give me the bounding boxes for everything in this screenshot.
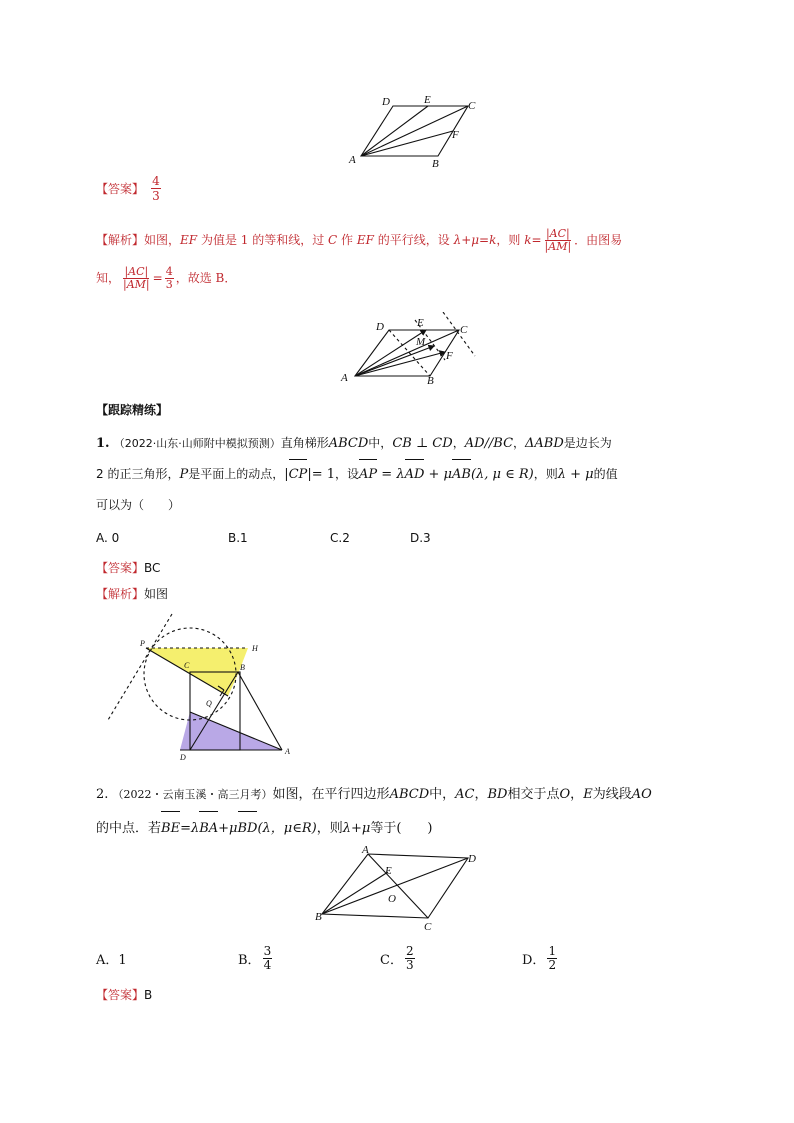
analysis-1: 【解析】如图，EF 为值是 1 的等和线，过 C 作 EF 的平行线，设 λ+μ=k，则 k= $\frac{|AC|}{|AM|}$ ．由图易 xyxy=(96,227,623,253)
option-b[interactable]: B.1 xyxy=(228,531,248,545)
label-d: D xyxy=(376,321,384,333)
label-d: D xyxy=(382,96,390,108)
answer-fraction: $\frac{4}{3}$ xyxy=(152,174,160,203)
option-d[interactable]: D.3 xyxy=(410,531,431,545)
label-a: A xyxy=(285,747,290,756)
label-c: C xyxy=(424,921,432,932)
label-o: O xyxy=(388,893,396,905)
figure-parallelogram-1 xyxy=(340,92,490,172)
label-e: E xyxy=(385,865,392,877)
label-e: E xyxy=(424,94,431,106)
label-b: B xyxy=(240,663,245,672)
label-d: D xyxy=(468,853,476,865)
label-m: M xyxy=(416,336,426,348)
figure-trapezoid xyxy=(100,608,300,768)
label-c: C xyxy=(184,661,190,670)
question-1: 1. （2022·山东·山师附中模拟预测）直角梯形ABCD中，CB ⊥ CD，AD//BC，ΔABD是边长为 2 的正三角形，P是平面上的动点，|CP|= 1，设AP = λAD + μAB(λ, μ ∈ R)，则λ + μ的值 可以为（ ） xyxy=(96,436,618,512)
answer-3: 【答案】B xyxy=(96,988,153,1002)
label-f: F xyxy=(446,350,453,362)
analysis-1-line-2: 知， $\frac{|AC|}{|AM|}$ = $\frac{4}{3}$ ，故选 B． xyxy=(96,265,237,291)
label-p: P xyxy=(140,639,145,648)
q2-option-b[interactable]: B． $\frac{3}{4}$ xyxy=(238,943,272,972)
ratio-fraction: $\frac{|AC|}{|AM|}$ xyxy=(544,227,572,253)
practice-heading: 【跟踪精练】 xyxy=(96,403,169,417)
answer-tag: 【答案】 xyxy=(96,182,145,196)
q2-option-d[interactable]: D． $\frac{1}{2}$ xyxy=(522,943,557,972)
label-b: B xyxy=(432,158,439,170)
label-a: A xyxy=(349,154,356,166)
label-b: B xyxy=(427,375,434,387)
figure-parallelogram-3 xyxy=(312,842,492,932)
label-h: H xyxy=(252,644,258,653)
label-c: C xyxy=(468,100,476,112)
option-c[interactable]: C.2 xyxy=(330,531,350,545)
label-q: Q xyxy=(206,699,212,708)
answer-2: 【答案】BC xyxy=(96,561,161,575)
q2-option-c[interactable]: C． $\frac{2}{3}$ xyxy=(380,943,414,972)
label-a: A xyxy=(341,372,348,384)
label-f: F xyxy=(452,129,459,141)
label-a: A xyxy=(362,844,369,856)
figure-parallelogram-2 xyxy=(335,312,485,392)
q2-option-a[interactable]: A．1 xyxy=(96,952,127,968)
analysis-2: 【解析】如图 xyxy=(96,587,169,601)
label-d: D xyxy=(180,753,186,762)
answer-1 xyxy=(96,174,163,203)
label-e: E xyxy=(417,317,424,329)
question-2: 2. （2022・云南玉溪・高三月考）如图，在平行四边形ABCD中，AC，BD相交于点O，E为线段AO 的中点．若BE=λBA+μBD(λ，μ∈R)，则λ+μ等于( ) xyxy=(96,778,716,846)
label-b: B xyxy=(315,911,322,923)
label-c: C xyxy=(460,324,468,336)
option-a[interactable]: A. 0 xyxy=(96,531,120,545)
